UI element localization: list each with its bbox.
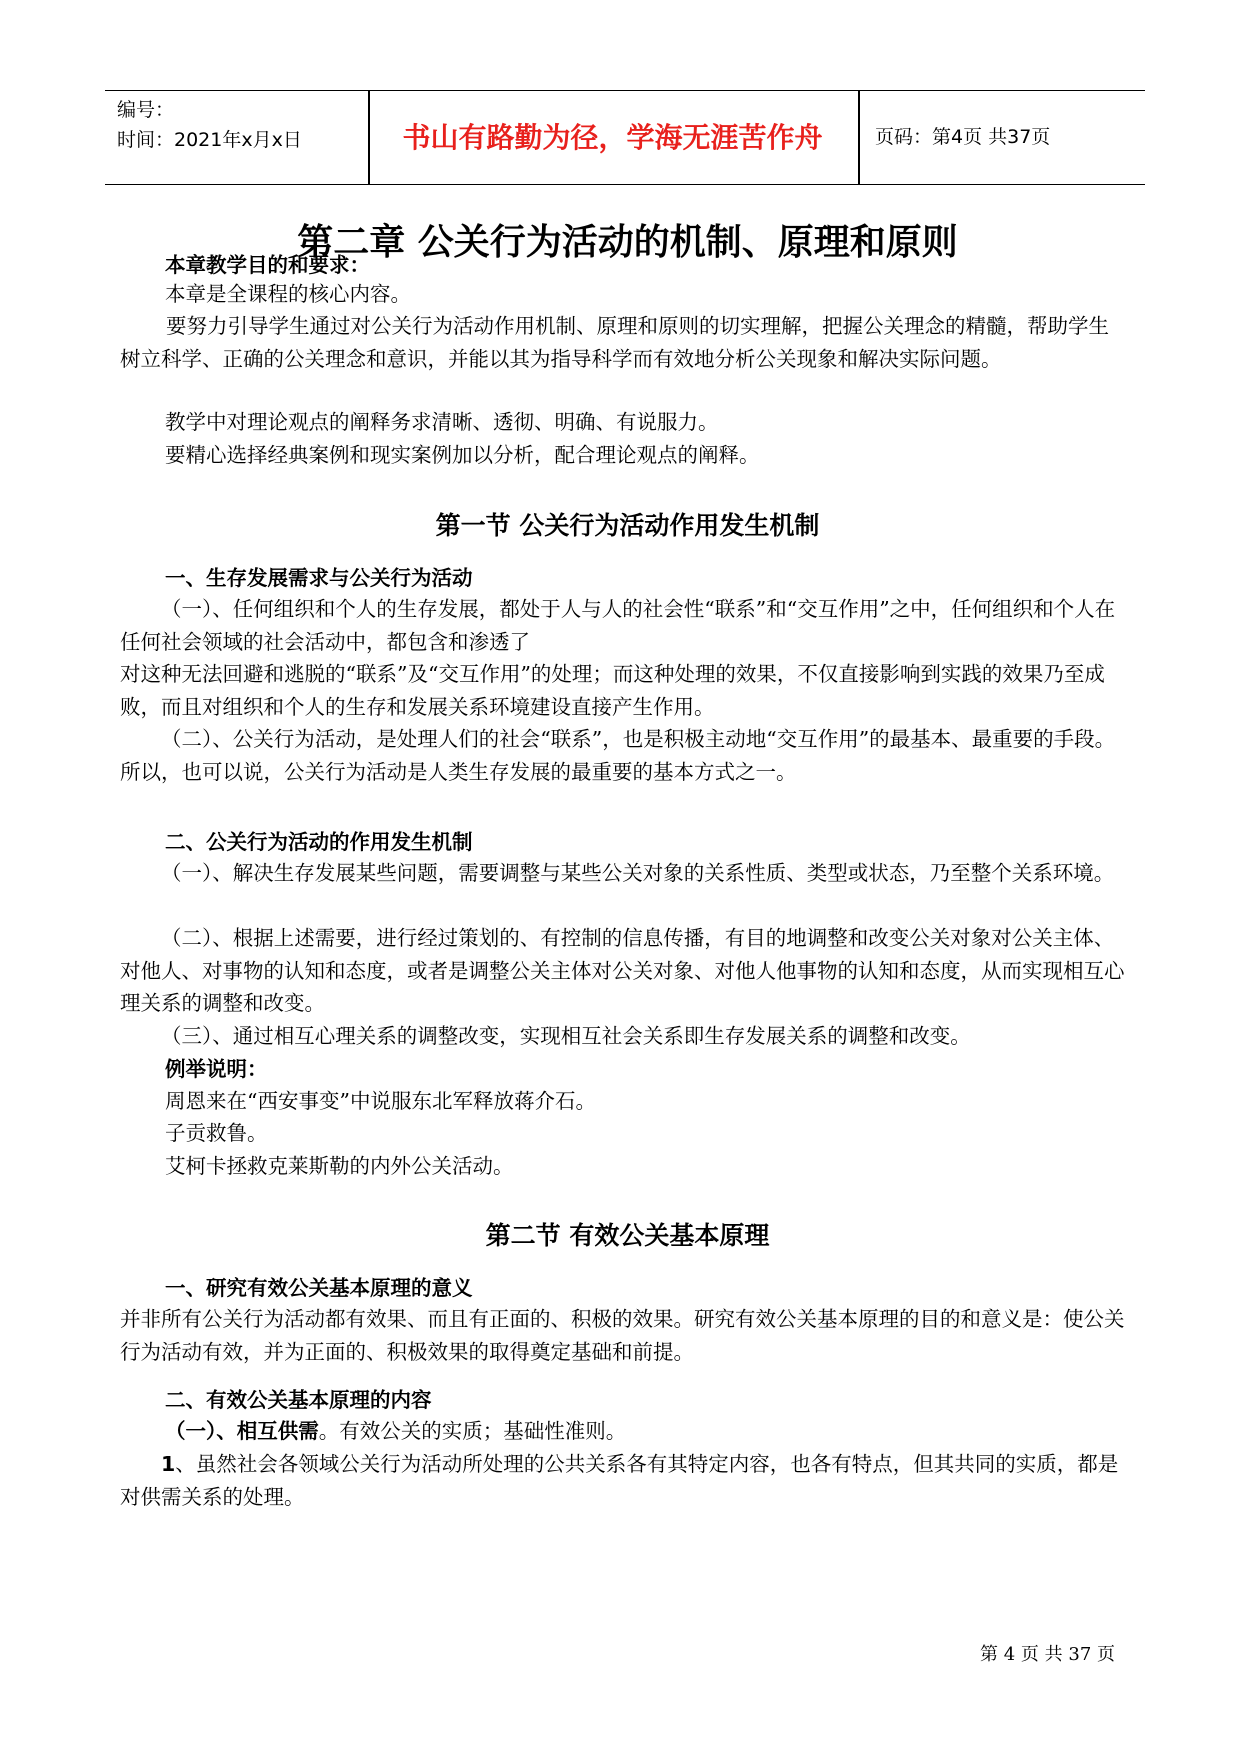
example-item: 子贡救鲁。 — [165, 1121, 268, 1145]
chapter-title: 第二章 公关行为活动的机制、原理和原则 — [297, 222, 958, 263]
header-meta — [117, 95, 365, 155]
subsection-heading: 二、有效公关基本原理的内容 — [165, 1388, 432, 1412]
paragraph: （三）、通过相互心理关系的调整改变，实现相互社会关系即生存发展关系的调整和改变。 — [161, 1024, 971, 1048]
example-heading: 例举说明： — [165, 1057, 268, 1081]
point-number: 1 — [161, 1452, 176, 1476]
paragraph: （一）、任何组织和个人的生存发展，都处于人与人的社会性“联系”和“交互作用”之中，任何组织和个人在任何社会领域的社会活动中，都包含和渗透了 — [120, 597, 1116, 654]
paragraph: （二）、根据上述需要，进行经过策划的、有控制的信息传播，有目的地调整和改变公关对象对公关主体、对他人、对事物的认知和态度，或者是调整公关主体对公关对象、对他人他事物的认知和态度，从而实现相互心理关系的调整和改变。 — [120, 926, 1125, 1015]
header-motto: 书山有路勤为径，学海无涯苦作舟 — [402, 121, 823, 154]
list-item — [165, 1415, 626, 1448]
subsection-heading: 二、公关行为活动的作用发生机制 — [165, 830, 473, 854]
objectives-heading: 本章教学目的和要求： — [165, 253, 370, 277]
point-text: 、虽然社会各领域公关行为活动所处理的公共关系各有其特定内容，也各有特点，但其共同的实质，都是对供需关系的处理。 — [120, 1452, 1119, 1509]
paragraph: 要精心选择经典案例和现实案例加以分析，配合理论观点的阐释。 — [165, 443, 760, 467]
list-item-label: （一）、相互供需 — [165, 1419, 319, 1443]
paragraph: 本章是全课程的核心内容。 — [165, 282, 411, 306]
example-item: 周恩来在“西安事变”中说服东北军释放蒋介石。 — [165, 1089, 596, 1113]
example-item: 艾柯卡拯救克莱斯勒的内外公关活动。 — [165, 1154, 514, 1178]
paragraph: 并非所有公关行为活动都有效果、而且有正面的、积极的效果。研究有效公关基本原理的目的和意义是：使公关行为活动有效，并为正面的、积极效果的取得奠定基础和前提。 — [120, 1307, 1125, 1364]
paragraph: （二）、公关行为活动，是处理人们的社会“联系”，也是积极主动地“交互作用”的最基本、最重要的手段。所以，也可以说，公关行为活动是人类生存发展的最重要的基本方式之一。 — [120, 727, 1116, 784]
section-title: 第二节 有效公关基本原理 — [485, 1221, 770, 1250]
paragraph: （一）、解决生存发展某些问题，需要调整与某些公关对象的关系性质、类型或状态，乃至整个关系环境。 — [161, 861, 1115, 885]
subsection-heading: 一、生存发展需求与公关行为活动 — [165, 566, 473, 590]
header-divider — [858, 91, 860, 184]
paragraph: 要努力引导学生通过对公关行为活动作用机制、原理和原则的切实理解，把握公关理念的精髓，帮助学生树立科学、正确的公关理念和意识，并能以其为指导科学而有效地分析公关现象和解决实际问题。 — [120, 314, 1109, 371]
section-title: 第一节 公关行为活动作用发生机制 — [435, 511, 820, 540]
header-page-label: 页码：第4页 共37页 — [875, 126, 1051, 148]
paragraph: 教学中对理论观点的阐释务求清晰、透彻、明确、有说服力。 — [165, 410, 719, 434]
subsection-heading: 一、研究有效公关基本原理的意义 — [165, 1276, 473, 1300]
document-time-label: 时间：2021年x月x日 — [117, 129, 302, 151]
document-number-label: 编号： — [117, 99, 175, 121]
paragraph: 对这种无法回避和逃脱的“联系”及“交互作用”的处理；而这种处理的效果，不仅直接影响到实践的效果乃至成败，而且对组织和个人的生存和发展关系环境建设直接产生作用。 — [120, 662, 1105, 719]
list-item-text: 。有效公关的实质；基础性准则。 — [318, 1419, 627, 1443]
page-header-table — [105, 90, 1145, 185]
paragraph — [120, 1448, 1125, 1513]
page-footer: 第 4 页 共 37 页 — [980, 1644, 1115, 1665]
